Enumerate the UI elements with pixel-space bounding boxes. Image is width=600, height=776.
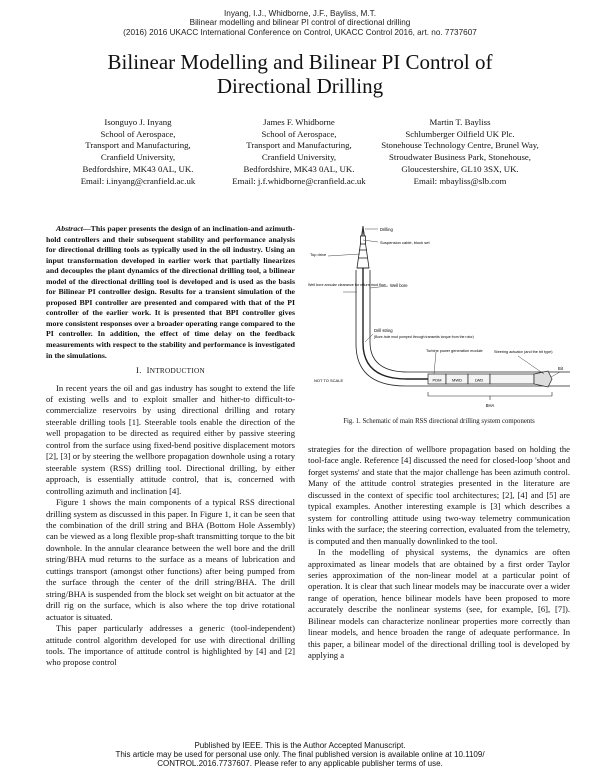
author-affiliation: School of Aerospace, <box>100 128 176 139</box>
bha-modules <box>428 371 552 387</box>
author-affiliation: Stonehouse Technology Centre, Brunel Way, <box>381 140 539 151</box>
author-affiliation: Stroudwater Business Park, Stonehouse, <box>389 152 531 163</box>
author-block-1 <box>48 117 228 187</box>
citation-title: Bilinear modelling and bilinear PI control of directional drilling <box>189 18 411 28</box>
citation-authors: Inyang, I.J., Whidborne, J.F., Bayliss, M.T. <box>224 9 376 18</box>
figure-label-turbine: Turbine power generation module <box>426 349 483 353</box>
author-affiliation: Gloucestershire, GL10 3SX, UK. <box>401 163 519 174</box>
author-affiliation: Transport and Manufacturing, <box>85 140 191 151</box>
author-affiliation: Schlumberger Oilfield UK Plc. <box>405 128 515 139</box>
figure-label-wellbore: Well bore <box>390 283 408 288</box>
author-affiliation: Transport and Manufacturing, <box>246 140 352 151</box>
bha-bracket <box>428 392 552 400</box>
author-block-2 <box>209 117 389 187</box>
figure-module-label: MWD <box>452 377 462 383</box>
footer-line-1: Published by IEEE. This is the Author Accepted Manuscript. <box>194 741 406 750</box>
author-email: Email: i.inyang@cranfield.ac.uk <box>80 175 196 186</box>
citation-venue: (2016) 2016 UKACC International Conference on Control, UKACC Control 2016, art. no. 7737607 <box>123 27 477 37</box>
paragraph: In recent years the oil and gas industry has sought to extend the life of existing wells and to exploit smaller and hither-to difficult-to-commercialize reservoirs by using directional drilling and rotary steerable drilling tools [1]. Steerable tools enable the direction of the well propagation to be directed as required either by passive steering control from the surface using fixed-bend positive displacement motors [2], [3] or by steering the wellbore propagation downhole using a rotary steerable system (RSS) drilling tool. Directional drilling, by either approach, is essentially attitude control, that is, concerned with controlling azimuth and inclination [4]. <box>46 382 295 496</box>
figure-caption: Fig. 1. Schematic of main RSS directional drilling system components <box>343 418 535 425</box>
figure-module-label: LWD <box>474 377 484 383</box>
author-name: Isonguyo J. Inyang <box>104 117 172 127</box>
figure-label-suspension <box>380 240 430 245</box>
figure-bha-label: BHA <box>485 403 495 408</box>
right-column <box>308 444 570 662</box>
author-email: Email: j.f.whidborne@cranfield.ac.uk <box>232 175 366 186</box>
figure-label-scale: NOT TO SCALE <box>314 378 344 383</box>
paper-title-line-2: Directional Drilling <box>216 74 384 98</box>
author-block-3 <box>370 117 550 187</box>
abstract-label: Abstract <box>56 224 83 233</box>
publisher-footer <box>40 741 560 769</box>
author-email: Email: mbayliss@slb.com <box>413 175 507 186</box>
figure-label-bit: Bit <box>558 366 563 371</box>
abstract <box>46 224 295 361</box>
paragraph: strategies for the direction of wellbore propagation based on holding the tool-face angle. Reference [4] discussed the need for closed-loop 'shoot and forget systems' and state that the major challenge has been azimuth control. Many of the attitude control strategies presented in the literature are discussed in the context of specific tool architectures; [2], [4] and [5] are typical examples. Another interesting example is [3] which describes a system for controlling attitude using two-way telemetry communication links with the surface; the steering correction, evaluated from the telemetry, is computed and then manually downlinked to the tool. <box>308 444 570 546</box>
paper-title-line-1: Bilinear Modelling and Bilinear PI Control of <box>107 50 493 74</box>
figure-label-annular: Well bore annular clearance for return mud flow <box>308 283 386 287</box>
figure-label-drill-string-desc: (Bore-hole mud pumped through transmits torque from the rotor) <box>374 335 474 339</box>
figure-rss-schematic <box>308 224 570 414</box>
paragraph: In the modelling of physical systems, the dynamics are often approximated as linear models that are obtained by a first order Taylor series approximation of the non-linear model at a particular point of operation. It is clear that such linear models may be inaccurate over a wider range of operation, hence bilinear models have been proposed to more accurately describe the nonlinear systems (see, for example, [6], [7]). Bilinear models can characterize nonlinear properties more correctly than linear models, and hence broaden the range of adequate performance. In this paper, a bilinear model of the directional drilling tool is developed by applying a <box>308 547 570 661</box>
author-affiliation: Bedfordshire, MK43 0AL, UK. <box>82 163 194 174</box>
author-name: Martin T. Bayliss <box>429 117 491 127</box>
citation-header <box>0 9 600 37</box>
section-title-rest: NTRODUCTION <box>149 367 205 376</box>
author-affiliation: Bedfordshire, MK43 0AL, UK. <box>243 163 355 174</box>
footer-line-2: This article may be used for personal use only. The final published version is available online at 10.1109/ <box>115 750 485 760</box>
drilling-rig <box>357 226 369 268</box>
well-bore <box>356 268 570 386</box>
figure-label-steering: Steering actuator (and the bit type) <box>494 350 553 354</box>
abstract-text: —This paper presents the design of an inclination-and azimuth-hold controllers and their subsequent stability and performance analysis for directional drilling tools as typically used in the oil industry. Using an input transformation developed in earlier work that partially linearizes and decouples the plant dynamics of the directional drilling tool, a bilinear model of the directional drilling tool is developed and is used as the basis for Bilinear PI controller design. Results for a transient simulation of the proposed BPI controller are presented and compared with that of the PI controller of the earlier work. It is presented that BPI controller gives more consistent responses over a broader operating range compared to the PI controller. In addition, the effect of time delay on the feedback measurements with respect to the stability and performance is investigated in the simulations. <box>46 224 295 360</box>
section-initial: I <box>146 365 150 376</box>
figure-label-drilling: Drilling <box>380 227 393 232</box>
section-heading-introduction <box>46 365 295 377</box>
figure-label-suspension-text: Suspension cable, block set <box>380 240 430 245</box>
section-number: I. <box>136 365 142 376</box>
figure-label-top-drive: Top drive <box>310 252 327 257</box>
footer-line-3: CONTROL.2016.7737607. Please refer to any applicable publisher terms of use. <box>157 759 443 769</box>
paper-title <box>30 50 570 98</box>
figure-label-drill-string: Drill string <box>374 328 393 333</box>
author-affiliation: Cranfield University, <box>261 152 337 163</box>
left-column <box>46 224 295 669</box>
paragraph: Figure 1 shows the main components of a typical RSS directional drilling system as discussed in this paper. In Figure 1, it can be seen that the combination of the drill string and BHA (Bottom Hole Assembly) can be viewed as a long flexible prop-shaft transmitting torque to the bit downhole. In the annular clearance between the well bore and the drill string/BHA mud returns to the surface as a means of lubrication and cuttings transport (amongst other functions) after being pumped from the surface through the center of the drill string/BHA. The drill string/BHA is suspended from the block set weight on bit actuator at the drill rig on the surface, which is also where the top drive rotational actuator is situated. <box>46 497 295 622</box>
author-affiliation: Cranfield University, <box>100 152 176 163</box>
author-affiliation: School of Aerospace, <box>261 128 337 139</box>
figure-module-label: PDM <box>432 377 442 383</box>
paragraph: This paper particularly addresses a generic (tool-independent) attitude control algorithm developed for use with directional drilling tools. The importance of attitude control is highlighted by [4] and [2] who propose control <box>46 623 295 668</box>
author-name: James F. Whidborne <box>263 117 335 127</box>
